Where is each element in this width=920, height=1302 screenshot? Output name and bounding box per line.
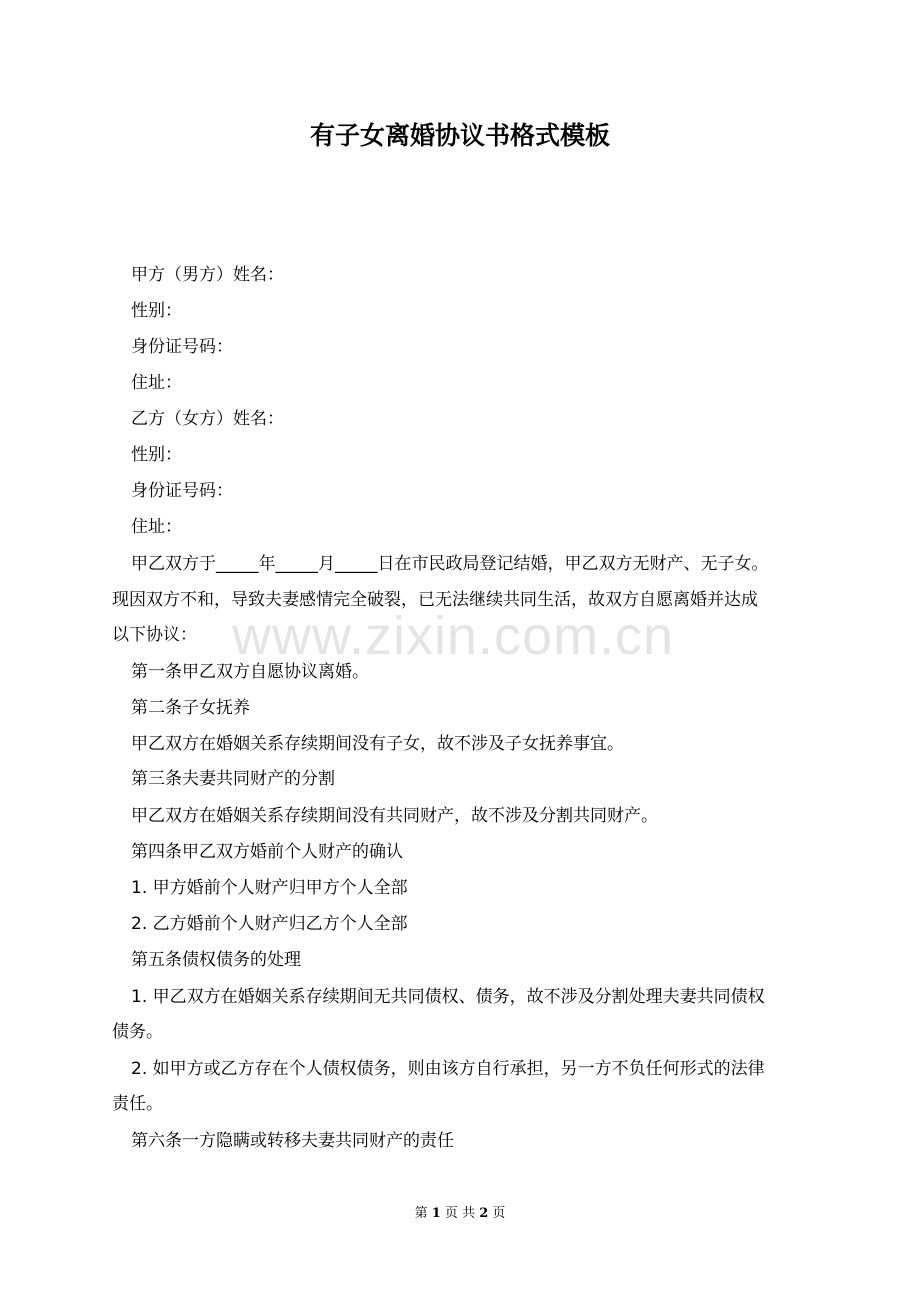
preamble-line: 现因双方不和，导致夫妻感情完全破裂，已无法继续共同生活，故双方自愿离婚并达成 (112, 590, 758, 610)
article-5-heading: 第五条债权债务的处理 (131, 950, 301, 970)
article-4-item-2: 2. 乙方婚前个人财产归乙方个人全部 (131, 914, 408, 934)
article-4-heading: 第四条甲乙双方婚前个人财产的确认 (131, 842, 403, 862)
article-1-heading: 第一条甲乙双方自愿协议离婚。 (131, 662, 369, 682)
party-a-name-line: 甲方（男方）姓名： (131, 265, 284, 285)
document-title: 有子女离婚协议书格式模板 (309, 121, 610, 150)
footer-middle: 页 共 (444, 1206, 476, 1221)
footer-total-pages: 2 (479, 1206, 489, 1221)
watermark: www.zixin.com.cn (232, 606, 675, 666)
party-b-id-line: 身份证号码： (131, 481, 233, 501)
footer-suffix: 页 (492, 1206, 506, 1221)
article-5-item-2: 2. 如甲方或乙方存在个人债权债务，则由该方自行承担，另一方不负任何形式的法律 (131, 1059, 765, 1079)
article-5-item-1: 1. 甲乙双方在婚姻关系存续期间无共同债权、债务，故不涉及分割处理夫妻共同债权 (131, 987, 765, 1007)
footer-current-page: 1 (431, 1206, 441, 1221)
article-5-item-2-cont: 责任。 (112, 1094, 163, 1114)
article-3-text: 甲乙双方在婚姻关系存续期间没有共同财产，故不涉及分割共同财产。 (131, 806, 658, 826)
article-2-text: 甲乙双方在婚姻关系存续期间没有子女，故不涉及子女抚养事宜。 (131, 734, 624, 754)
article-3-heading: 第三条夫妻共同财产的分割 (131, 769, 335, 789)
party-a-address-line: 住址： (131, 373, 182, 393)
party-a-id-line: 身份证号码： (131, 337, 233, 357)
article-6-heading: 第六条一方隐瞒或转移夫妻共同财产的责任 (131, 1131, 454, 1151)
article-5-item-1-cont: 债务。 (112, 1022, 163, 1042)
marriage-registration-line: 甲乙双方于_____年_____月_____日在市民政局登记结婚，甲乙双方无财产、无子女。 (131, 554, 769, 574)
party-b-name-line: 乙方（女方）姓名： (131, 409, 284, 429)
party-b-gender-line: 性别： (131, 445, 182, 465)
party-b-address-line: 住址： (131, 517, 182, 537)
party-a-gender-line: 性别： (131, 301, 182, 321)
article-2-heading: 第二条子女抚养 (131, 698, 250, 718)
footer-prefix: 第 (414, 1206, 428, 1221)
article-4-item-1: 1. 甲方婚前个人财产归甲方个人全部 (131, 878, 408, 898)
page-footer (0, 1204, 920, 1224)
preamble-line: 以下协议： (112, 625, 197, 645)
